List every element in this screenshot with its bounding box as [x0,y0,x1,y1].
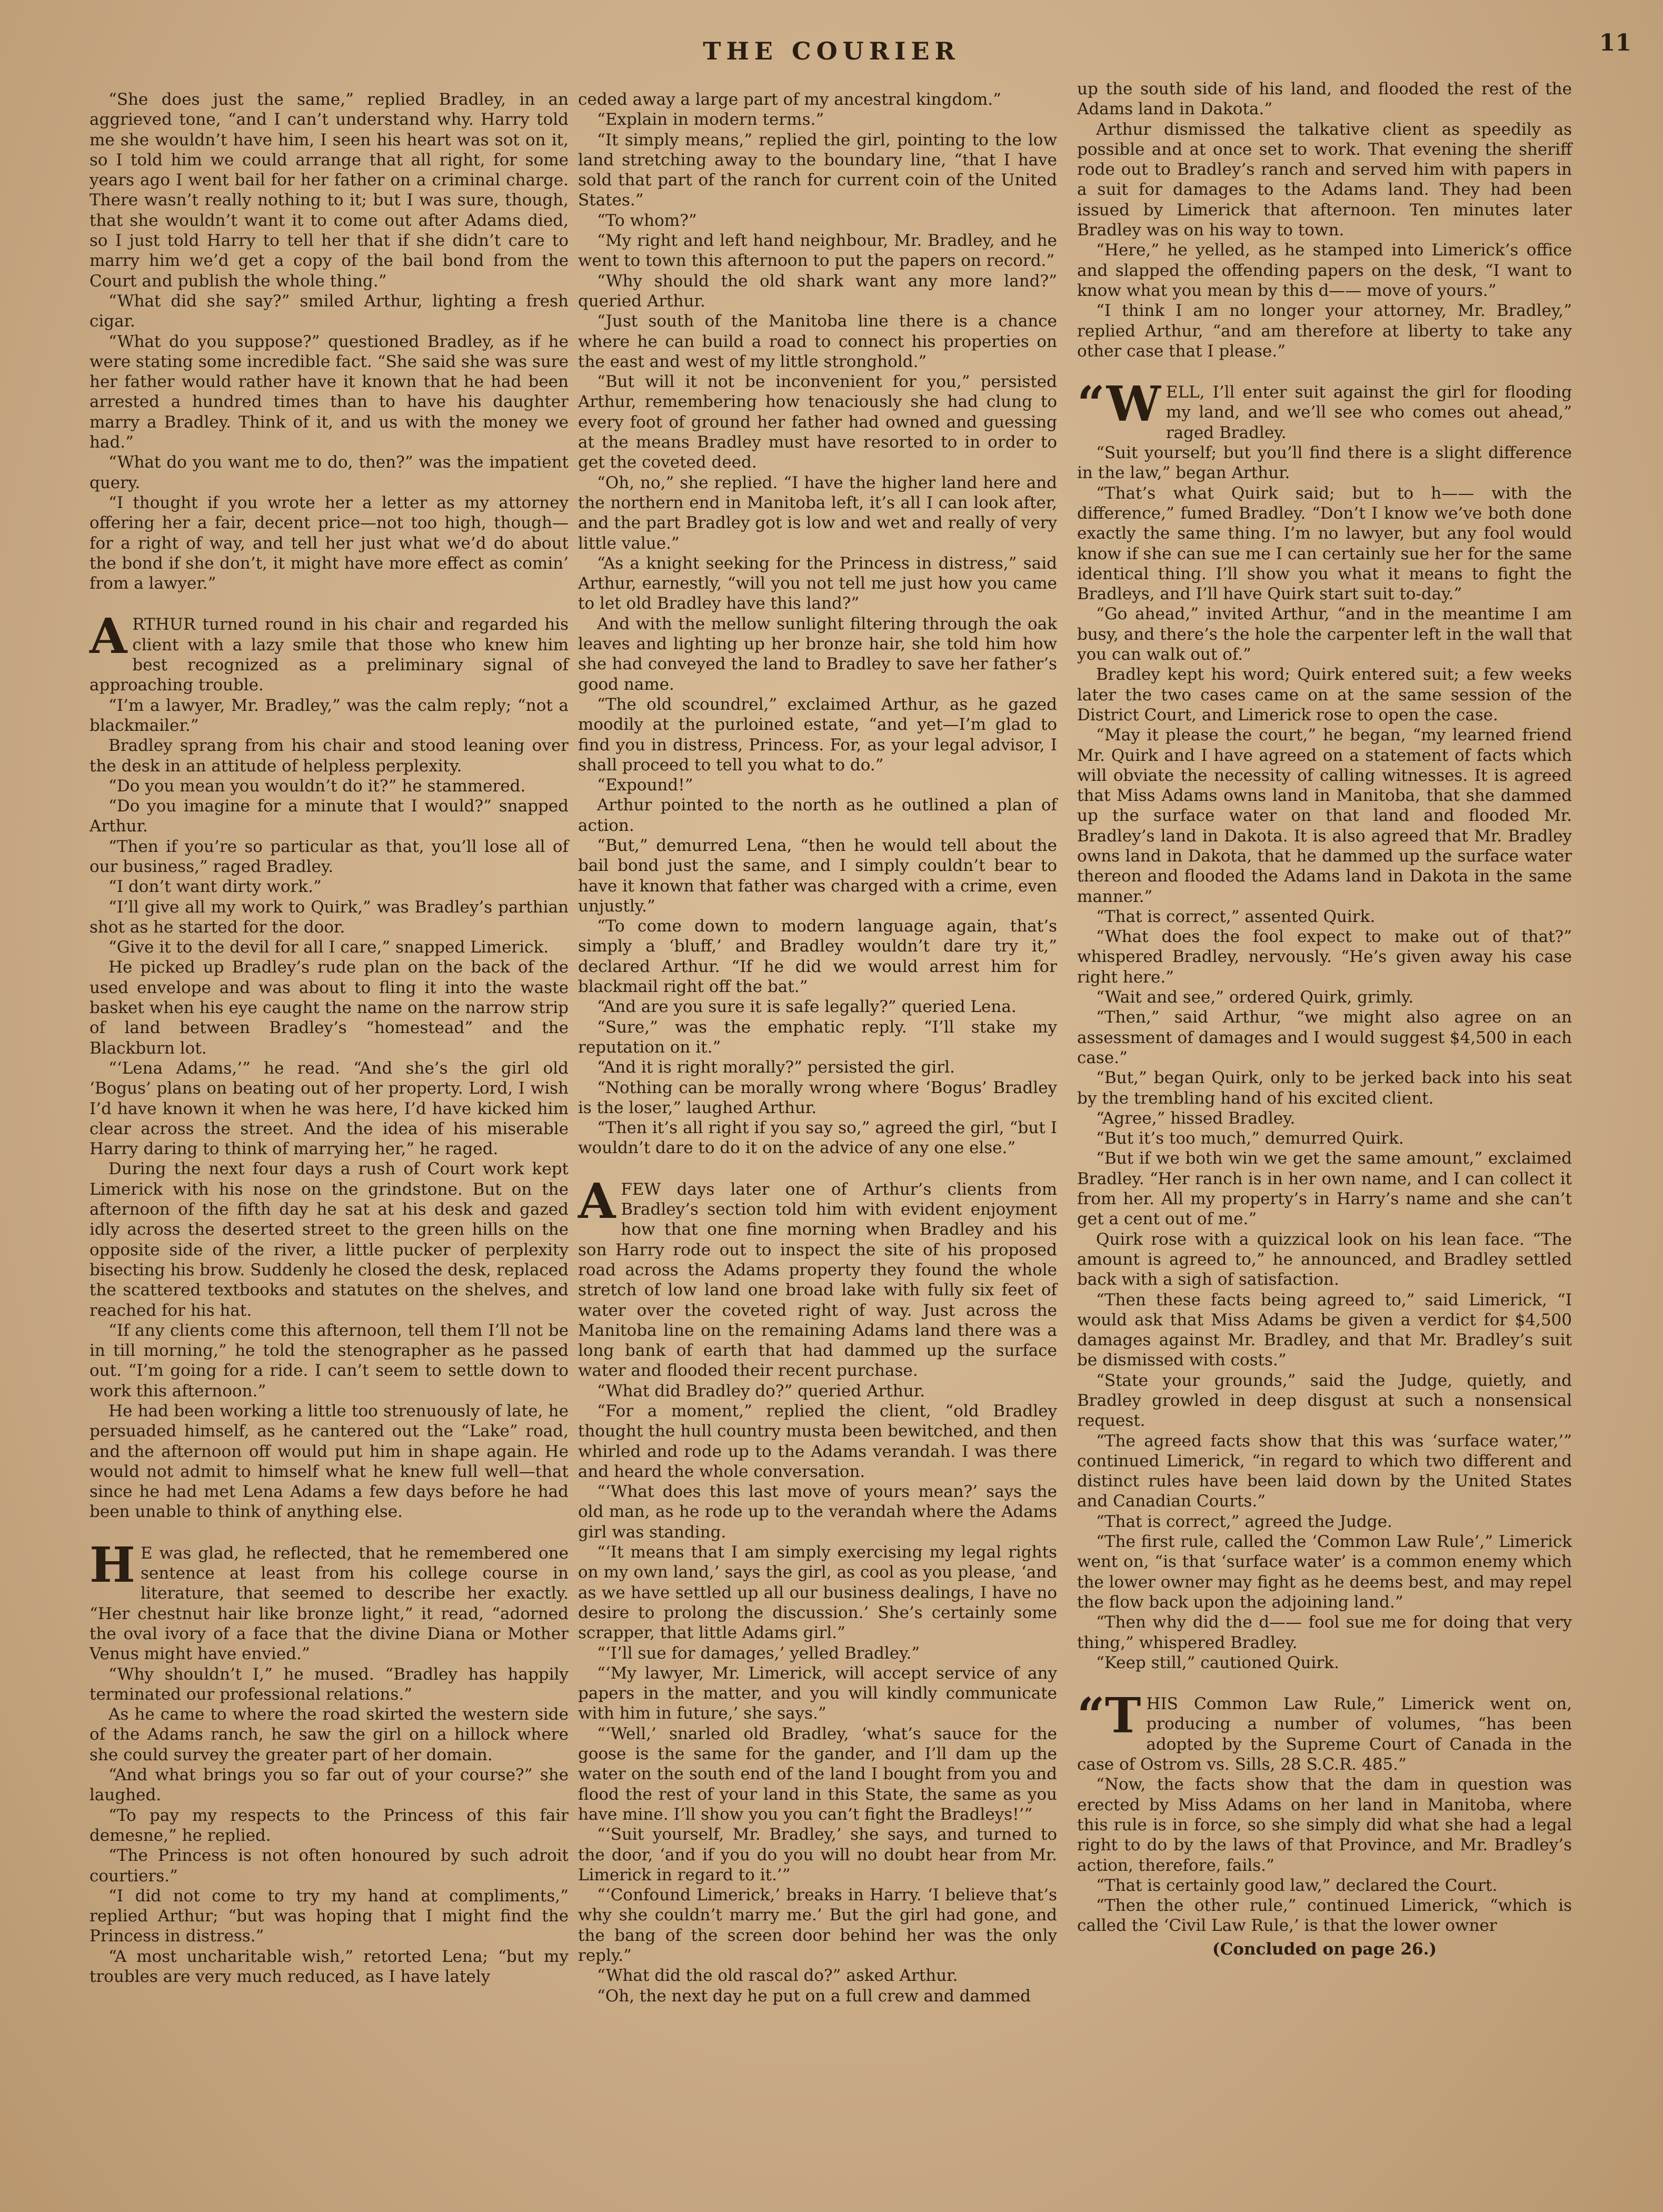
article-paragraph [89,1806,569,1846]
article-paragraph [89,1846,569,1886]
paragraph-text: “What does the fool expect to make out of that?” whispered Bradley, nervously. “He’s given away his case right here.” [1077,927,1572,987]
paragraph-text: “I’m a lawyer, Mr. Bradley,” was the calm reply; “not a blackmailer.” [89,696,569,735]
paragraph-text: “Here,” he yelled, as he stamped into Limerick’s office and slapped the offending papers on the desk, “I want to know what you mean by this d—— move of yours.” [1077,241,1572,300]
article-paragraph [578,1172,1057,1381]
paragraph-text: “And are you sure it is safe legally?” queried Lena. [597,997,1017,1017]
article-paragraph [89,796,569,837]
article-paragraph [89,608,569,695]
paragraph-text: “I’ll give all my work to Quirk,” was Bradley’s parthian shot as he started for the door. [89,897,569,937]
paragraph-text: “The Princess is not often honoured by such adroit courtiers.” [89,1846,569,1886]
article-paragraph [89,90,569,291]
paragraph-text: “And it is right morally?” persisted the girl. [597,1058,955,1077]
article-paragraph [89,1947,569,1987]
paragraph-text: “‘I’ll sue for damages,’ yelled Bradley.” [597,1643,920,1663]
article-paragraph [89,332,569,453]
article-paragraph [1077,907,1572,927]
article-paragraph [1077,1128,1572,1148]
article-paragraph [578,1118,1057,1158]
article-paragraph [578,795,1057,836]
paragraph-text: “Oh, the next day he put on a full crew and dammed [597,1986,1031,2006]
article-paragraph [89,1401,569,1522]
paragraph-text: As he came to where the road skirted the western side of the Adams ranch, he saw the girl on a hillock where she could survey the greater part of her domain. [89,1705,569,1764]
article-paragraph [1077,443,1572,483]
article-paragraph [1077,1148,1572,1229]
article-paragraph [1077,375,1572,443]
paragraph-text: “That is certainly good law,” declared the Court. [1096,1876,1498,1895]
paragraph-text: “That is correct,” assented Quirk. [1096,907,1376,926]
article-paragraph [578,1966,1057,1986]
article-paragraph [89,696,569,736]
paragraph-text: “What did the old rascal do?” asked Arthur. [597,1966,958,1986]
article-paragraph [1077,1876,1572,1896]
article-paragraph [578,473,1057,553]
article-paragraph [89,452,569,493]
article-paragraph [578,695,1057,775]
paragraph-text: Bradley kept his word; Quirk entered suit; a few weeks later the two cases came on at the same session of the District Court, and Limerick rose to open the case. [1077,665,1572,725]
paragraph-text: up the south side of his land, and flooded the rest of the Adams land in Dakota.” [1077,80,1572,119]
article-paragraph [1077,1290,1572,1371]
article-paragraph [578,1663,1057,1724]
article-paragraph [578,1724,1057,1824]
article-paragraph [1077,1108,1572,1128]
article-paragraph [89,736,569,776]
continued-note: (Concluded on page 26.) [1212,1939,1437,1959]
article-paragraph [89,1159,569,1320]
article-paragraph [1077,240,1572,301]
paragraph-text: “Why should the old shark want any more land?” queried Arthur. [578,271,1057,311]
paragraph-text: “I don’t want dirty work.” [108,877,322,897]
drop-cap: A [89,608,127,665]
article-paragraph [578,90,1057,110]
paragraph-text: Arthur pointed to the north as he outlined a plan of action. [578,796,1057,835]
article-paragraph [89,1886,569,1947]
running-head: THE COURIER [703,37,960,65]
article-paragraph [1077,1896,1572,1936]
drop-cap: “W [1077,375,1161,433]
paragraph-text: “Keep still,” cautioned Quirk. [1096,1653,1339,1672]
paragraph-text: “Give it to the devil for all I care,” snapped Limerick. [108,938,549,957]
paragraph-text: “The old scoundrel,” exclaimed Arthur, as he gazed moodily at the purloined estate, “and yet—I’m glad to find you in distress, Princess. For, as your legal advisor, I shall proceed to tell you what to do.” [578,695,1057,775]
article-paragraph [89,291,569,332]
article-paragraph [89,957,569,1058]
paragraph-text: “I think I am no longer your attorney, Mr. Bradley,” replied Arthur, “and am therefore at liberty to take any other case that I please.” [1077,301,1572,361]
paragraph-text: “Sure,” was the emphatic reply. “I’ll stake my reputation on it.” [578,1017,1057,1057]
paragraph-text: “‘Lena Adams,’” he read. “And she’s the girl old ‘Bogus’ plans on beating out of her property. Lord, I wish I’d have known it when he was here, I’d have kicked him clear across the street. And the idea of his miserable Harry daring to think of marrying her,” he raged. [89,1058,569,1159]
paragraph-text: ceded away a large part of my ancestral kingdom.” [578,90,1001,109]
paragraph-text: “As a knight seeking for the Princess in distress,” said Arthur, earnestly, “will you not tell me just how you came to let old Bradley have this land?” [578,553,1057,613]
article-paragraph [578,614,1057,695]
article-paragraph [89,897,569,938]
paragraph-text: “Go ahead,” invited Arthur, “and in the meantime I am busy, and there’s the hole the carpenter left in the wall that you can walk out of.” [1077,604,1572,664]
paragraph-text: “But,” began Quirk, only to be jerked back into his seat by the trembling hand of his excited client. [1077,1068,1572,1108]
article-paragraph [1077,927,1572,987]
article-paragraph [89,837,569,877]
paragraph-text: “To whom?” [597,211,697,230]
paragraph-text: HIS Common Law Rule,” Limerick went on, producing a number of volumes, “has been adopted by the Supreme Court of Canada in the case of Ostrom vs. Sills, 28 S.C.R. 485.” [1077,1694,1572,1774]
article-paragraph [1077,987,1572,1007]
article-paragraph [89,1664,569,1705]
paragraph-text: “That is correct,” agreed the Judge. [1096,1512,1392,1531]
article-paragraph [578,916,1057,997]
article-paragraph [578,1824,1057,1885]
article-column-1 [89,90,569,1987]
article-column-3 [1077,79,1572,1959]
article-column-2 [578,90,1057,2006]
paragraph-text: “My right and left hand neighbour, Mr. Bradley, and he went to town this afternoon to put the papers on record.” [578,231,1057,271]
paragraph-text: “But it’s too much,” demurred Quirk. [1096,1129,1404,1148]
article-paragraph [578,1401,1057,1482]
paragraph-text: “‘Well,’ snarled old Bradley, ‘what’s sauce for the goose is the same for the gander, and I’ll dam up the water on the south end of the land I bought from you and flood the rest of your land in this State, the same as you have mine. I’ll show you you can’t fight the Bradleys!’” [578,1724,1057,1824]
article-paragraph [578,1017,1057,1058]
paragraph-text: “And what brings you so far out of your course?” she laughed. [89,1765,569,1805]
article-paragraph [1077,1612,1572,1653]
paragraph-text: “What do you suppose?” questioned Bradley, as if he were stating some incredible fact. “She said she was sure her father would rather have it known that he had been arrested a hundred times than to have his daughter marry a Bradley. Think of it, and us with the money we had.” [89,332,569,452]
paragraph-text: “Why shouldn’t I,” he mused. “Bradley has happily terminated our professional relations.” [89,1664,569,1704]
article-paragraph [89,937,569,957]
article-paragraph [1077,604,1572,664]
paragraph-text: “Then the other rule,” continued Limerick, “which is called the ‘Civil Law Rule,’ is that the lower owner [1077,1896,1572,1936]
article-paragraph [578,1381,1057,1401]
article-paragraph [89,1704,569,1765]
article-paragraph [578,1057,1057,1077]
paragraph-text: “State your grounds,” said the Judge, quietly, and Bradley growled in deep disgust at such a nonsensical request. [1077,1371,1572,1431]
article-paragraph [1077,120,1572,241]
paragraph-text: And with the mellow sunlight filtering through the oak leaves and lighting up her bronze hair, she told him how she had conveyed the land to Bradley to save her father’s good name. [578,614,1057,694]
paragraph-text: “‘What does this last move of yours mean?’ says the old man, as he rode up to the verandah where the Adams girl was standing. [578,1482,1057,1542]
article-paragraph [578,1643,1057,1663]
paragraph-text: “Then if you’re so particular as that, you’ll lose all of our business,” raged Bradley. [89,837,569,876]
paragraph-text: Arthur dismissed the talkative client as speedily as possible and at once set to work. That evening the sheriff rode out to Bradley’s ranch and served him with papers in a suit for damages to the Adams land. They had been issued by Limerick that afternoon. Ten minutes later Bradley was on his way to town. [1077,120,1572,240]
article-paragraph [578,1078,1057,1118]
paragraph-text: “It simply means,” replied the girl, pointing to the low land stretching away to the boundary line, “that I have sold that part of the ranch for current coin of the United States.” [578,130,1057,210]
article-paragraph [1077,483,1572,604]
article-paragraph [89,877,569,897]
article-paragraph [1077,1431,1572,1512]
paragraph-text: “Oh, no,” she replied. “I have the higher land here and the northern end in Manitoba left, it’s all I can look after, and the part Bradley got is low and wet and really of very little value.” [578,473,1057,553]
article-paragraph [1077,1229,1572,1290]
paragraph-text: “Then it’s all right if you say so,” agreed the girl, “but I wouldn’t dare to do it on the advice of any one else.” [578,1118,1057,1158]
article-paragraph [1077,1774,1572,1875]
drop-cap: A [578,1172,616,1229]
paragraph-text: “That’s what Quirk said; but to h—— with the difference,” fumed Bradley. “Don’t I know we’ve both done exactly the same thing. I’m no lawyer, but any fool would know if she can sue me I can certainly sue her for the same identical thing. I’ll show you what it means to fight the Bradleys, and I’ll have Quirk start suit to-day.” [1077,483,1572,604]
drop-cap: H [89,1536,135,1593]
article-paragraph [578,1482,1057,1542]
paragraph-text: Bradley sprang from his chair and stood leaning over the desk in an attitude of helpless perplexity. [89,736,569,776]
paragraph-text: “May it please the court,” he began, “my learned friend Mr. Quirk and I have agreed on a statement of facts which will obviate the necessity of calling witnesses. It is agreed that Miss Adams owns land in Manitoba, that she dammed up the surface water on that land and flooded Mr. Bradley’s land in Dakota. It is also agreed that Mr. Bradley owns land in Dakota, that he dammed up the surface water thereon and flooded the Adams land in Dakota in the same manner.” [1077,726,1572,906]
paragraph-text: He picked up Bradley’s rude plan on the back of the used envelope and was about to fling it into the waste basket when his eye caught the name on the narrow strip of land between Bradley’s “homestead” and the Blackburn lot. [89,958,569,1058]
article-paragraph [1077,1532,1572,1612]
article-paragraph [578,997,1057,1017]
paragraph-text: “But will it not be inconvenient for you,” persisted Arthur, remembering how tenaciously she had clung to every foot of ground her father had owned and guessing at the means Bradley must have resorted to in order to get the coveted deed. [578,372,1057,472]
article-paragraph [578,836,1057,916]
paragraph-text: “Expound!” [597,776,693,795]
article-paragraph [578,231,1057,271]
paragraph-text: “Do you mean you wouldn’t do it?” he stammered. [108,776,526,796]
article-paragraph [578,553,1057,614]
paragraph-text: “Nothing can be morally wrong where ‘Bogus’ Bradley is the loser,” laughed Arthur. [578,1078,1057,1117]
article-paragraph [1077,1007,1572,1068]
article-paragraph [1077,301,1572,361]
paragraph-text: “What did Bradley do?” queried Arthur. [597,1381,925,1401]
paragraph-text: “For a moment,” replied the client, “old Bradley thought the hull country musta been bewitched, and then whirled and rode up to the Adams verandah. I was there and heard the whole conversation. [578,1402,1057,1481]
article-paragraph [578,311,1057,372]
paragraph-text: “Then these facts being agreed to,” said Limerick, “I would ask that Miss Adams be given a verdict for $4,500 damages against Mr. Bradley, and that Mr. Bradley’s suit be dismissed with costs.” [1077,1290,1572,1370]
article-paragraph [1077,1687,1572,1774]
article-paragraph [578,211,1057,231]
article-paragraph [578,372,1057,472]
paragraph-text: “Now, the facts show that the dam in question was erected by Miss Adams on her land in Manitoba, where this rule is in force, so she simply did what she had a legal right to do by the laws of that Province, and Mr. Bradley’s action, therefore, fails.” [1077,1775,1572,1875]
article-paragraph [578,110,1057,130]
article-paragraph [578,130,1057,211]
article-paragraph [89,1321,569,1401]
article-paragraph [89,1765,569,1806]
paragraph-text: “Agree,” hissed Bradley. [1096,1108,1296,1128]
paragraph-text: He had been working a little too strenuously of late, he persuaded himself, as he cantered out the “Lake” road, and the afternoon off would put him in shape again. He would not admit to himself what he knew full well—that since he had met Lena Adams a few days before he had been unable to think of anything else. [89,1402,569,1522]
article-paragraph [1077,664,1572,725]
article-paragraph [1077,79,1572,120]
drop-cap: “T [1077,1687,1141,1744]
article-paragraph [89,493,569,593]
paragraph-text: “To pay my respects to the Princess of this fair demesne,” he replied. [89,1806,569,1845]
article-paragraph [89,776,569,796]
article-paragraph [89,1536,569,1664]
article-paragraph [578,1542,1057,1643]
paragraph-text: “Wait and see,” ordered Quirk, grimly. [1096,988,1414,1007]
paragraph-text: “The agreed facts show that this was ‘surface water,’” continued Limerick, “in regard to which two different and distinct rules have been laid down by the United States and Canadian Courts.” [1077,1431,1572,1511]
page-number: 11 [1599,29,1631,56]
paragraph-text: During the next four days a rush of Court work kept Limerick with his nose on the grindstone. But on the afternoon of the fifth day he sat at his desk and gazed idly across the deserted street to the green hills on the opposite side of the river, a little pucker of perplexity bisecting his brow. Suddenly he closed the desk, replaced the scattered textbooks and statutes on the shelves, and reached for his hat. [89,1159,569,1320]
paragraph-text: “‘Confound Limerick,’ breaks in Harry. ‘I believe that’s why she couldn’t marry me.’ But the girl had gone, and the bang of the screen door behind her was the only reply.” [578,1886,1057,1966]
paragraph-text: “Then,” said Arthur, “we might also agree on an assessment of damages and I would suggest $4,500 in each case.” [1077,1008,1572,1067]
article-paragraph [1077,725,1572,907]
paragraph-text: “Just south of the Manitoba line there is a chance where he can build a road to connect his properties on the east and west of my little stronghold.” [578,312,1057,371]
paragraph-text: “If any clients come this afternoon, tell them I’ll not be in till morning,” he told the stenographer as he passed out. “I’m going for a ride. I can’t seem to settle down to work this afternoon.” [89,1321,569,1401]
article-paragraph [1077,1371,1572,1431]
paragraph-text: “To come down to modern language again, that’s simply a ‘bluff,’ and Bradley wouldn’t dare try it,” declared Arthur. “If he did we would arrest him for blackmail right off the bat.” [578,917,1057,997]
article-paragraph [578,775,1057,795]
article-paragraph [1077,1512,1572,1532]
paragraph-text: “She does just the same,” replied Bradley, in an aggrieved tone, “and I can’t understand why. Harry told me she wouldn’t have him, I seen his heart was sot on it, so I told him we could arrange that all right, for some years ago I went bail for her father on a criminal charge. There wasn’t really nothing to it; but I was sure, though, that she wouldn’t want it to come out after Adams died, so I just told Harry to tell her that if she didn’t care to marry him we’d get a copy of the bail bond from the Court and publish the whole thing.” [89,90,569,291]
paragraph-text: “‘Suit yourself, Mr. Bradley,’ she says, and turned to the door, ‘and if you do you will no doubt hear from Mr. Limerick in regard to it.’” [578,1825,1057,1884]
paragraph-text: “I thought if you wrote her a letter as my attorney offering her a fair, decent price—not too high, though—for a right of way, and tell her just what we’d do about the bond if she don’t, it might have more effect as comin’ from a lawyer.” [89,493,569,593]
paragraph-text: “What did she say?” smiled Arthur, lighting a fresh cigar. [89,291,569,331]
paragraph-text: “Then why did the d—— fool sue me for doing that very thing,” whispered Bradley. [1077,1613,1572,1652]
paragraph-text: “Explain in modern terms.” [597,110,824,130]
paragraph-text: “But,” demurred Lena, “then he would tell about the bail bond just the same, and I simply couldn’t bear to have it known that father was charged with a crime, even unjustly.” [578,836,1057,916]
article-paragraph [89,1058,569,1159]
paragraph-text: “Suit yourself; but you’ll find there is a slight difference in the law,” began Arthur. [1077,443,1572,483]
article-paragraph [1077,1068,1572,1108]
paragraph-text: “I did not come to try my hand at compliments,” replied Arthur; “but was hoping that I might find the Princess in distress.” [89,1886,569,1946]
article-paragraph [1077,1653,1572,1673]
paragraph-text: FEW days later one of Arthur’s clients from Bradley’s section told him with evident enjoyment how that one fine morning when Bradley and his son Harry rode out to inspect the site of his proposed road across the Adams property they found the whole stretch of low land one broad lake with fully six feet of water over the coveted right of way. Just across the Manitoba line on the remaining Adams land there was a long bank of earth that had dammed up the surface water and flooded their recent purchase. [578,1179,1057,1381]
paragraph-text: Quirk rose with a quizzical look on his lean face. “The amount is agreed to,” he announced, and Bradley settled back with a sigh of satisfaction. [1077,1229,1572,1289]
paragraph-text: E was glad, he reflected, that he remembered one sentence at least from his college course in literature, that seemed to describe her exactly. “Her chestnut hair like bronze light,” it read, “adorned the oval ivory of a face that the divine Diana or Mother Venus might have envied.” [89,1543,569,1664]
paragraph-text: “‘My lawyer, Mr. Limerick, will accept service of any papers in the matter, and you will kindly communicate with him in future,’ she says.” [578,1663,1057,1723]
article-paragraph [578,1986,1057,2006]
article-paragraph [578,1885,1057,1966]
paragraph-text: ELL, I’ll enter suit against the girl for flooding my land, and we’ll see who comes out ahead,” raged Bradley. [1166,383,1572,442]
paragraph-text: “A most uncharitable wish,” retorted Lena; “but my troubles are very much reduced, as I have lately [89,1947,569,1987]
paragraph-text: “The first rule, called the ‘Common Law Rule’,” Limerick went on, “is that ‘surface water’ is a common enemy which the lower owner may fight as he deems best, and may repel the flow back upon the adjoining land.” [1077,1532,1572,1612]
article-paragraph [578,271,1057,312]
paragraph-text: “What do you want me to do, then?” was the impatient query. [89,453,569,492]
paragraph-text: “‘It means that I am simply exercising my legal rights on my own land,’ says the girl, as cool as you please, ‘and as we have settled up all our business dealings, I have no desire to prolong the discussion.’ She’s certainly some scrapper, that little Adams girl.” [578,1543,1057,1643]
paragraph-text: “But if we both win we get the same amount,” exclaimed Bradley. “Her ranch is in her own name, and I can collect it from her. All my property’s in Harry’s name and she can’t get a cent out of me.” [1077,1149,1572,1229]
paragraph-text: “Do you imagine for a minute that I would?” snapped Arthur. [89,797,569,836]
paragraph-text: RTHUR turned round in his chair and regarded his client with a lazy smile that those who knew him best recognized as a preliminary signal of approaching trouble. [89,615,569,695]
